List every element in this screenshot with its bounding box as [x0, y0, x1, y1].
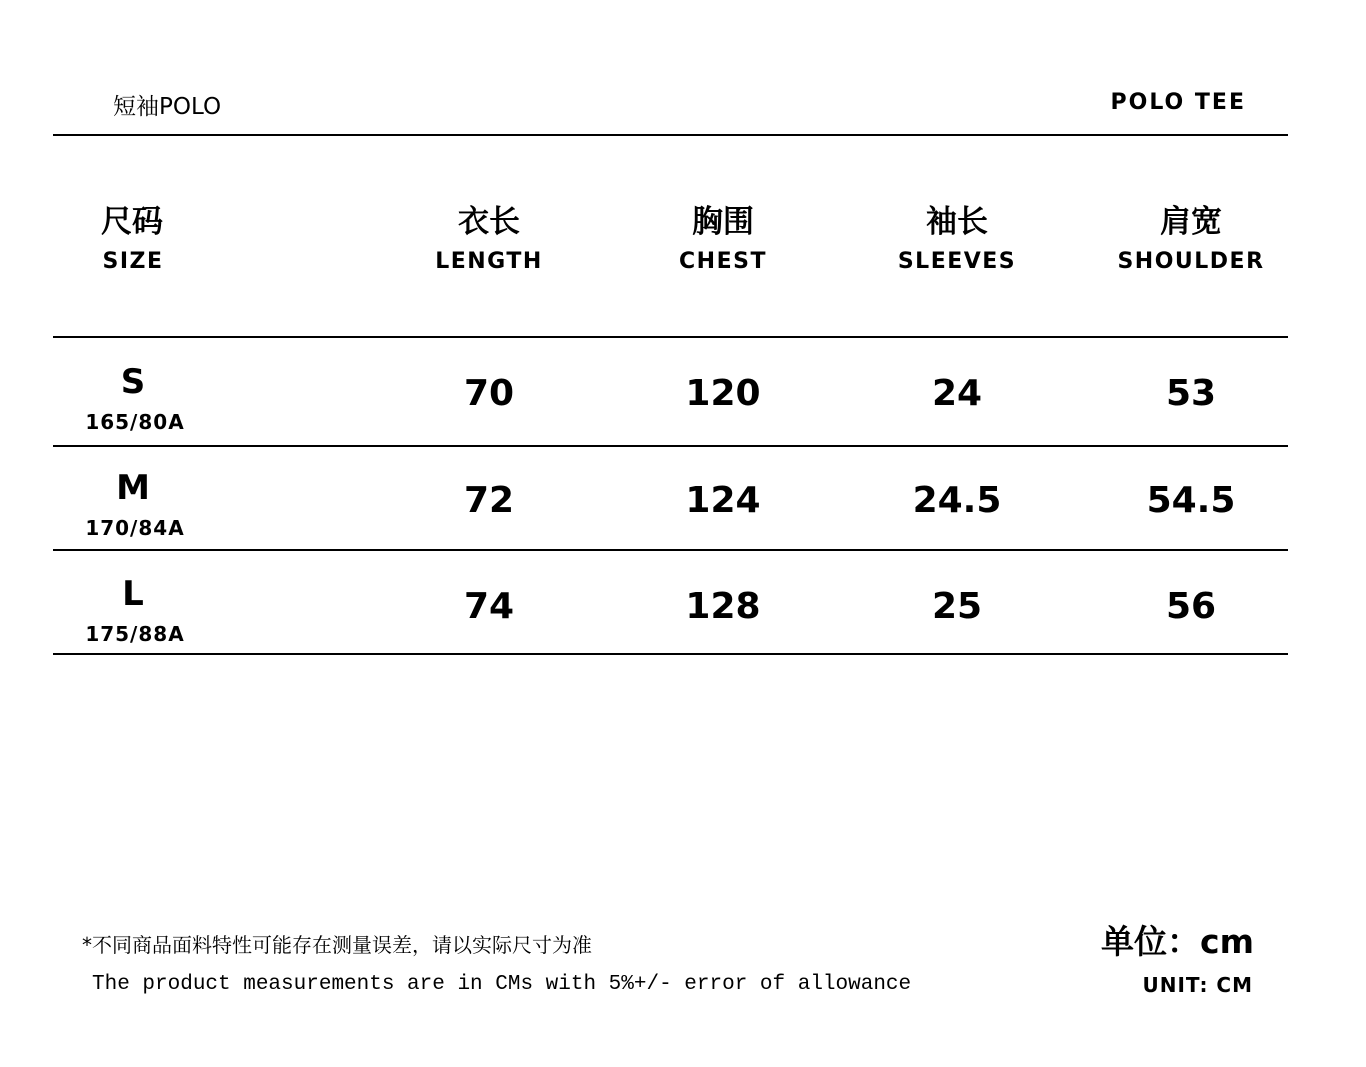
shoulder-value: 54.5 [1146, 480, 1236, 521]
header-chest-en: CHEST [679, 249, 767, 274]
size-label: L [122, 574, 144, 614]
chest-value: 124 [685, 480, 761, 521]
row-divider [53, 549, 1288, 551]
unit-label-cn: 单位：cm [1101, 922, 1254, 961]
unit-label-en: UNIT: CM [1142, 973, 1253, 997]
header-size-en: SIZE [102, 249, 164, 274]
chest-value: 128 [685, 586, 761, 627]
sleeves-value: 25 [931, 586, 983, 627]
size-label: M [116, 468, 150, 508]
header-sleeves-en: SLEEVES [897, 249, 1017, 274]
chest-value: 120 [685, 373, 761, 414]
product-title-en: POLO TEE [1110, 90, 1246, 115]
header-length-en: LENGTH [435, 249, 543, 274]
note-cn: *不同商品面料特性可能存在测量误差，请以实际尺寸为准 [82, 933, 592, 957]
header-size-cn: 尺码 [101, 204, 163, 240]
size-label: S [120, 362, 146, 402]
header-sleeves-cn: 袖长 [926, 204, 988, 240]
shoulder-value: 53 [1165, 373, 1217, 414]
shoulder-value: 56 [1165, 586, 1217, 627]
header-shoulder-en: SHOULDER [1117, 249, 1265, 274]
size-spec: 165/80A [85, 410, 185, 434]
size-spec: 175/88A [85, 622, 185, 646]
top-divider [53, 134, 1288, 136]
sleeves-value: 24.5 [912, 480, 1002, 521]
row-divider [53, 445, 1288, 447]
bottom-divider [53, 653, 1288, 655]
length-value: 70 [463, 373, 515, 414]
header-divider [53, 336, 1288, 338]
product-title-cn: 短袖POLO [113, 94, 222, 120]
header-shoulder-cn: 肩宽 [1160, 204, 1222, 240]
size-spec: 170/84A [85, 516, 185, 540]
header-chest-cn: 胸围 [692, 204, 754, 240]
length-value: 72 [463, 480, 515, 521]
sleeves-value: 24 [931, 373, 983, 414]
header-length-cn: 衣长 [458, 204, 520, 240]
note-en: The product measurements are in CMs with 5%+/- error of allowance [92, 973, 912, 996]
length-value: 74 [463, 586, 515, 627]
